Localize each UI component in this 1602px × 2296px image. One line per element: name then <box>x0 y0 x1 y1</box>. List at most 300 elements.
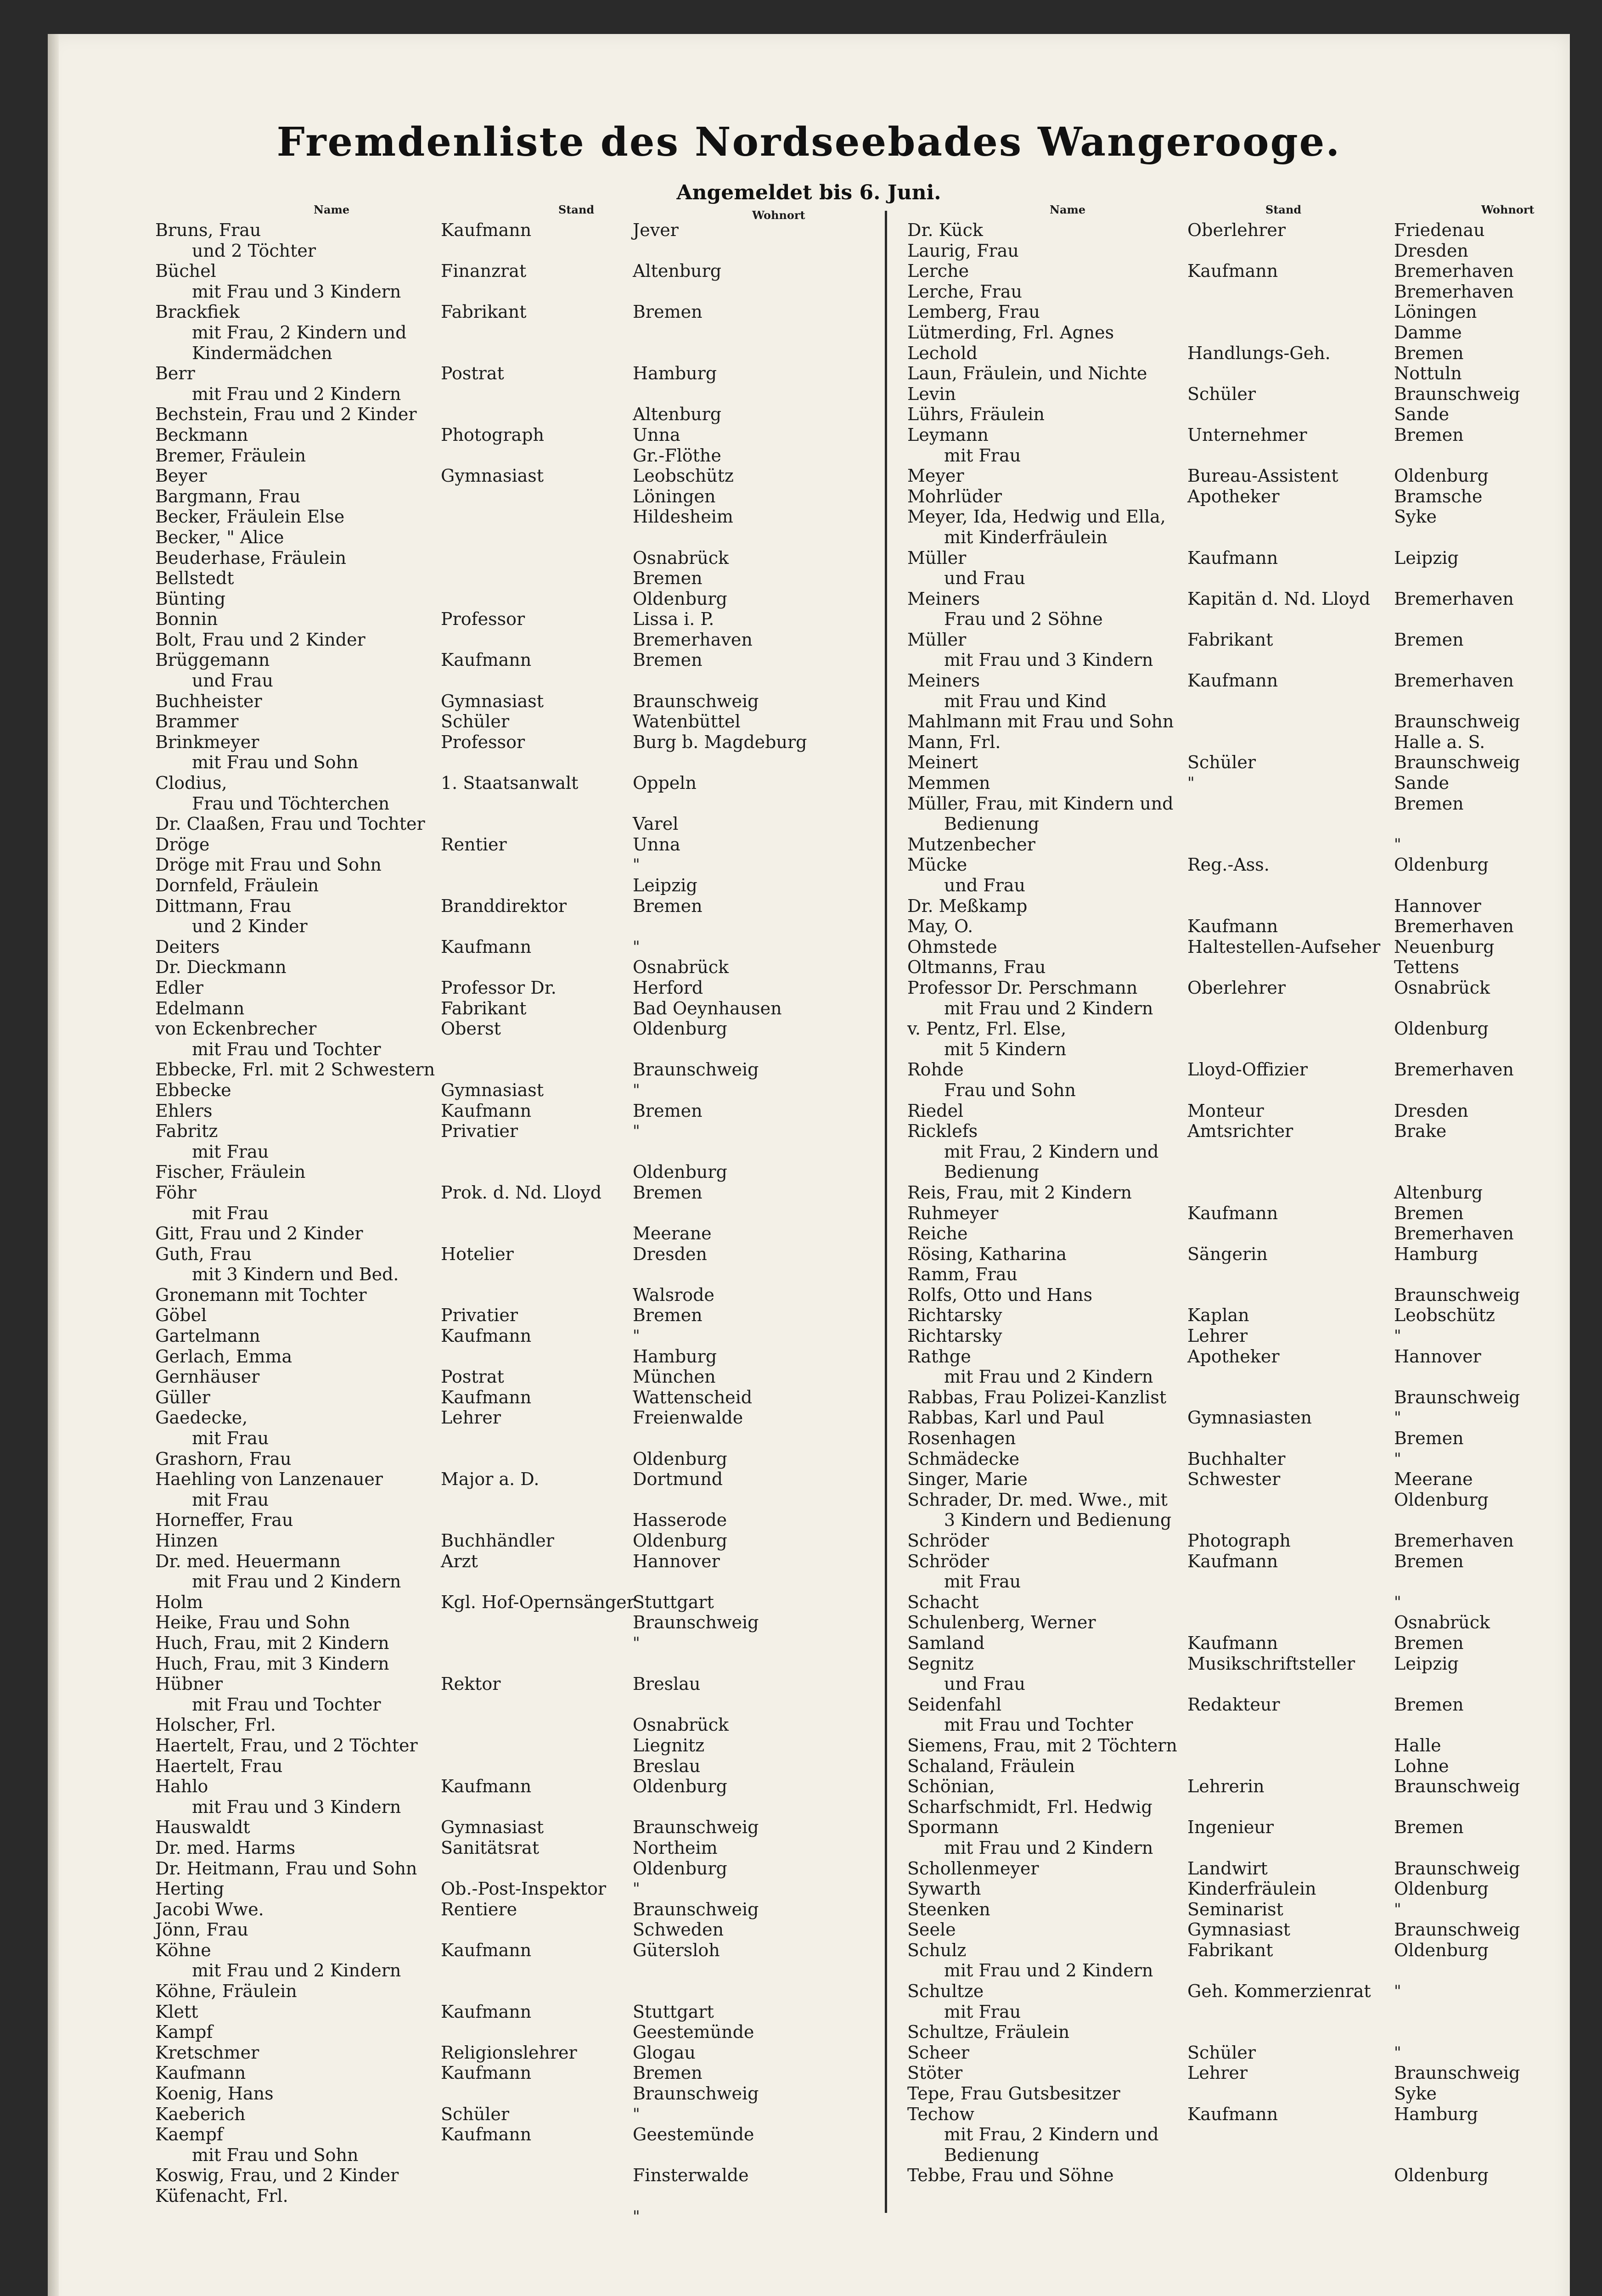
guest-name: Seidenfahl <box>907 1694 1002 1715</box>
guest-entry <box>155 650 876 670</box>
guest-occupation: Schüler <box>1187 752 1256 773</box>
guest-entry <box>907 1797 1550 1818</box>
guest-occupation: Religionslehrer <box>441 2042 577 2063</box>
guest-name: mit Frau und 3 Kindern <box>192 1796 401 1817</box>
guest-name: Brackfiek <box>155 302 240 322</box>
guest-name: Dr. Heitmann, Frau und Sohn <box>155 1858 417 1879</box>
guest-hometown: Bremen <box>1394 629 1464 650</box>
guest-entry <box>155 527 876 548</box>
guest-hometown: Lissa i. P. <box>633 609 714 630</box>
guest-entry <box>907 589 1550 609</box>
guest-entry <box>907 691 1550 712</box>
guest-name: Laurig, Frau <box>907 240 1019 261</box>
guest-entry <box>155 752 876 773</box>
guest-name: Huch, Frau, mit 3 Kindern <box>155 1653 389 1674</box>
left-guest-list <box>155 220 876 2227</box>
guest-entry <box>155 1367 876 1387</box>
guest-hometown: Bremen <box>1394 1817 1464 1838</box>
guest-name: und Frau <box>944 568 1026 589</box>
guest-entry <box>907 2083 1550 2104</box>
guest-occupation: Lehrer <box>1187 2063 1248 2083</box>
guest-entry <box>155 1490 876 1510</box>
guest-occupation: Arzt <box>441 1551 478 1571</box>
guest-occupation: Rentier <box>441 834 507 855</box>
guest-occupation: Seminarist <box>1187 1899 1283 1919</box>
guest-name: Dittmann, Frau <box>155 895 292 916</box>
guest-name: Bruns, Frau <box>155 220 261 240</box>
guest-entry <box>155 1612 876 1633</box>
guest-entry <box>155 241 876 261</box>
guest-hometown: Lohne <box>1394 1756 1449 1776</box>
guest-name: Ramm, Frau <box>907 1264 1018 1285</box>
guest-hometown: Braunschweig <box>633 1612 759 1633</box>
guest-name: Lerche, Frau <box>907 281 1022 302</box>
guest-name: mit Frau <box>192 1489 269 1510</box>
guest-hometown: Meerane <box>633 1223 712 1244</box>
guest-name: mit Frau und 3 Kindern <box>192 281 401 302</box>
header-stand: Stand <box>1265 203 1302 216</box>
guest-hometown: Hannover <box>633 1551 720 1571</box>
guest-entry <box>907 363 1550 384</box>
guest-name: Hinzen <box>155 1531 218 1551</box>
guest-hometown: Halle <box>1394 1735 1441 1756</box>
guest-entry <box>907 2104 1550 2125</box>
guest-hometown: " <box>1394 2043 1401 2062</box>
guest-entry <box>155 1858 876 1879</box>
guest-entry <box>155 404 876 425</box>
guest-name: Kretschmer <box>155 2042 259 2063</box>
guest-entry <box>907 1735 1550 1756</box>
guest-occupation: Prok. d. Nd. Lloyd <box>441 1182 602 1203</box>
guest-occupation: Kaufmann <box>441 2001 532 2022</box>
guest-occupation: Kaufmann <box>441 1776 532 1797</box>
guest-hometown: Löningen <box>1394 302 1477 322</box>
guest-name: Edelmann <box>155 998 245 1019</box>
guest-entry <box>155 1838 876 1858</box>
guest-name: mit 5 Kindern <box>944 1039 1067 1059</box>
guest-occupation: Professor <box>441 732 525 752</box>
guest-name: Föhr <box>155 1182 197 1203</box>
guest-entry <box>907 1940 1550 1961</box>
left-column-header <box>155 199 876 220</box>
guest-hometown: Watenbüttel <box>633 711 741 732</box>
guest-name: mit 3 Kindern und Bed. <box>192 1264 399 1285</box>
guest-name: 3 Kindern und Bedienung <box>944 1510 1172 1531</box>
guest-name: Schulz <box>907 1940 967 1960</box>
guest-hometown: Syke <box>1394 506 1437 527</box>
guest-entry <box>155 384 876 405</box>
guest-occupation: Finanzrat <box>441 261 527 281</box>
guest-name: Schacht <box>907 1592 979 1612</box>
guest-hometown: Braunschweig <box>1394 752 1520 773</box>
guest-name: Brinkmeyer <box>155 732 259 752</box>
guest-entry <box>907 875 1550 896</box>
guest-entry <box>907 2145 1550 2166</box>
guest-occupation: Kaufmann <box>441 1387 532 1407</box>
guest-entry <box>155 711 876 732</box>
guest-occupation: Gymnasiast <box>441 691 544 711</box>
guest-entry <box>907 527 1550 548</box>
guest-hometown: Unna <box>633 834 680 855</box>
guest-hometown: Walsrode <box>633 1284 714 1305</box>
guest-name: Rabbas, Karl und Paul <box>907 1407 1105 1428</box>
guest-hometown: Altenburg <box>633 261 722 281</box>
guest-entry <box>907 896 1550 917</box>
guest-entry <box>907 241 1550 261</box>
guest-entry <box>155 261 876 281</box>
guest-name: Beuderhase, Fräulein <box>155 547 347 568</box>
guest-name: Spormann <box>907 1817 999 1838</box>
guest-occupation: Schüler <box>441 2104 510 2124</box>
guest-entry <box>155 2104 876 2125</box>
guest-name: Köhne <box>155 1940 211 1960</box>
guest-hometown: Varel <box>633 814 679 834</box>
guest-name: Reis, Frau, mit 2 Kindern <box>907 1182 1132 1203</box>
guest-hometown: " <box>633 2207 640 2226</box>
guest-hometown: Braunschweig <box>633 691 759 711</box>
guest-entry <box>155 1510 876 1531</box>
guest-entry <box>907 1858 1550 1879</box>
guest-entry <box>155 1817 876 1838</box>
guest-occupation: Oberlehrer <box>1187 977 1286 998</box>
guest-name: Bedienung <box>944 2144 1040 2165</box>
guest-entry <box>907 445 1550 466</box>
guest-name: Horneffer, Frau <box>155 1510 293 1531</box>
guest-entry <box>907 1899 1550 1920</box>
guest-name: Beckmann <box>155 424 248 445</box>
guest-name: Meyer, Ida, Hedwig und Ella, <box>907 506 1166 527</box>
guest-entry <box>907 834 1550 855</box>
guest-name: Kindermädchen <box>192 343 332 363</box>
guest-entry <box>907 1960 1550 1981</box>
guest-name: Fabritz <box>155 1121 218 1142</box>
guest-name: Rohde <box>907 1059 964 1080</box>
guest-name: May, O. <box>907 916 973 937</box>
guest-hometown: Hamburg <box>633 363 717 384</box>
guest-hometown: Braunschweig <box>633 1817 759 1838</box>
guest-name: Bonnin <box>155 609 218 630</box>
guest-name: mit Frau und Tochter <box>944 1715 1133 1735</box>
guest-hometown: Braunschweig <box>633 2083 759 2104</box>
guest-hometown: Gr.-Flöthe <box>633 445 721 466</box>
guest-hometown: Braunschweig <box>1394 1919 1520 1940</box>
guest-name: Lechold <box>907 343 978 363</box>
guest-occupation: Kinderfräulein <box>1187 1879 1316 1899</box>
guest-name: Brüggemann <box>155 650 270 670</box>
guest-entry <box>907 773 1550 793</box>
guest-entry <box>907 1162 1550 1182</box>
guest-entry <box>155 1940 876 1961</box>
guest-name: Guth, Frau <box>155 1244 252 1264</box>
guest-hometown: Hamburg <box>633 1346 717 1367</box>
guest-occupation: 1. Staatsanwalt <box>441 773 579 793</box>
guest-entry <box>155 1264 876 1285</box>
guest-entry <box>155 609 876 630</box>
guest-entry <box>155 1101 876 1121</box>
guest-hometown: Bremen <box>1394 1694 1464 1715</box>
guest-name: Frau und Töchterchen <box>192 793 390 814</box>
guest-hometown: Oldenburg <box>1394 1019 1489 1039</box>
guest-name: mit Frau <box>192 1428 269 1449</box>
guest-entry <box>907 916 1550 937</box>
guest-entry <box>907 1592 1550 1613</box>
guest-name: Schollenmeyer <box>907 1858 1039 1879</box>
guest-name: Gitt, Frau und 2 Kinder <box>155 1223 363 1244</box>
guest-name: Schulenberg, Werner <box>907 1612 1096 1633</box>
guest-occupation: Musikschriftsteller <box>1187 1653 1355 1674</box>
newspaper-page <box>48 34 1570 2296</box>
guest-hometown: Friedenau <box>1394 220 1485 240</box>
guest-entry <box>907 814 1550 834</box>
guest-entry <box>155 732 876 753</box>
guest-hometown: Leipzig <box>1394 547 1459 568</box>
guest-entry <box>907 1305 1550 1326</box>
guest-occupation: Haltestellen-Aufseher <box>1187 936 1381 957</box>
guest-hometown: Syke <box>1394 2083 1437 2104</box>
guest-occupation: Kaufmann <box>1187 2104 1278 2124</box>
guest-name: mit Frau und 2 Kindern <box>944 1837 1153 1858</box>
guest-name: Klett <box>155 2001 198 2022</box>
guest-entry <box>155 896 876 917</box>
guest-name: Meiners <box>907 588 980 609</box>
guest-name: Dr. med. Heuermann <box>155 1551 341 1571</box>
guest-entry <box>907 855 1550 875</box>
guest-hometown: Herford <box>633 977 703 998</box>
guest-entry <box>155 773 876 793</box>
guest-occupation: Photograph <box>1187 1531 1291 1551</box>
guest-entry <box>155 1735 876 1756</box>
guest-name: Müller, Frau, mit Kindern und <box>907 793 1174 814</box>
guest-name: Bellstedt <box>155 568 234 589</box>
guest-hometown: Oldenburg <box>633 1776 727 1797</box>
guest-name: mit Frau und 2 Kindern <box>944 1367 1153 1387</box>
guest-name: Richtarsky <box>907 1326 1002 1346</box>
guest-entry <box>155 875 876 896</box>
guest-name: Mutzenbecher <box>907 834 1035 855</box>
guest-entry <box>155 322 876 343</box>
guest-hometown: Sande <box>1394 404 1449 425</box>
guest-occupation: Oberlehrer <box>1187 220 1286 240</box>
guest-hometown: Stuttgart <box>633 1592 714 1612</box>
guest-hometown: " <box>633 1080 640 1099</box>
guest-entry <box>907 1776 1550 1797</box>
guest-name: Richtarsky <box>907 1305 1002 1326</box>
guest-occupation: Professor <box>441 609 525 630</box>
guest-hometown: Freienwalde <box>633 1407 743 1428</box>
guest-hometown: Bremen <box>1394 343 1464 363</box>
left-column <box>155 199 876 2227</box>
guest-hometown: Bremen <box>633 895 703 916</box>
guest-name: und Frau <box>192 670 274 691</box>
guest-name: Sywarth <box>907 1879 981 1899</box>
guest-occupation: Buchhalter <box>1187 1448 1286 1469</box>
guest-occupation: Rentiere <box>441 1899 517 1919</box>
guest-occupation: Kaufmann <box>441 936 532 957</box>
guest-name: Meiners <box>907 670 980 691</box>
guest-occupation: Hotelier <box>441 1244 514 1264</box>
guest-name: Holscher, Frl. <box>155 1715 276 1735</box>
header-name: Name <box>1050 203 1086 216</box>
guest-entry <box>155 1960 876 1981</box>
guest-name: Becker, " Alice <box>155 527 284 547</box>
guest-entry <box>155 486 876 507</box>
guest-name: mit Frau, 2 Kindern und <box>192 322 407 343</box>
guest-hometown: Burg b. Magdeburg <box>633 732 807 752</box>
guest-name: Grashorn, Frau <box>155 1448 292 1469</box>
guest-occupation: Ob.-Post-Inspektor <box>441 1879 607 1899</box>
guest-entry <box>155 1039 876 1060</box>
guest-name: Rosenhagen <box>907 1428 1016 1449</box>
guest-name: Steenken <box>907 1899 990 1919</box>
guest-name: Ruhmeyer <box>907 1203 999 1223</box>
guest-hometown: Bremerhaven <box>1394 588 1514 609</box>
guest-name: mit Frau, 2 Kindern und <box>944 2124 1159 2145</box>
guest-name: Beyer <box>155 466 207 486</box>
guest-name: Kaempf <box>155 2124 223 2145</box>
guest-entry <box>907 609 1550 630</box>
guest-entry <box>907 1879 1550 1899</box>
guest-name: Ehlers <box>155 1100 213 1121</box>
guest-name: Reiche <box>907 1223 968 1244</box>
guest-entry <box>155 1899 876 1920</box>
guest-entry <box>155 1223 876 1244</box>
right-column <box>907 199 1550 2186</box>
guest-name: Holm <box>155 1592 203 1612</box>
guest-hometown: Oldenburg <box>633 1858 727 1879</box>
guest-hometown: Braunschweig <box>633 1899 759 1919</box>
guest-entry <box>907 2002 1550 2022</box>
guest-name: Jönn, Frau <box>155 1919 248 1940</box>
guest-entry <box>907 1387 1550 1408</box>
guest-name: Frau und Sohn <box>944 1080 1076 1100</box>
guest-entry <box>155 281 876 302</box>
guest-entry <box>155 343 876 364</box>
guest-hometown: " <box>1394 1327 1401 1345</box>
guest-occupation: Unternehmer <box>1187 424 1307 445</box>
guest-entry <box>907 1039 1550 1060</box>
guest-occupation: Geh. Kommerzienrat <box>1187 1981 1371 2002</box>
guest-name: Meyer <box>907 466 964 486</box>
guest-hometown: Dresden <box>1394 240 1468 261</box>
guest-name: Gernhäuser <box>155 1367 260 1387</box>
guest-occupation: Privatier <box>441 1305 518 1326</box>
guest-entry <box>155 1654 876 1674</box>
guest-entry <box>155 506 876 527</box>
guest-hometown: Schweden <box>633 1919 724 1940</box>
guest-name: Laun, Fräulein, und Nichte <box>907 363 1147 384</box>
guest-name: Leymann <box>907 424 989 445</box>
guest-name: v. Pentz, Frl. Else, <box>907 1019 1067 1039</box>
guest-entry <box>907 711 1550 732</box>
guest-hometown: Braunschweig <box>1394 1858 1520 1879</box>
guest-entry <box>155 1776 876 1797</box>
guest-entry <box>155 2043 876 2063</box>
guest-hometown: Stuttgart <box>633 2001 714 2022</box>
guest-occupation: Kaplan <box>1187 1305 1249 1326</box>
guest-name: Lemberg, Frau <box>907 302 1040 322</box>
guest-entry <box>907 1142 1550 1162</box>
guest-name: und Frau <box>944 875 1026 895</box>
guest-hometown: " <box>1394 1982 1401 2001</box>
guest-occupation: Schüler <box>441 711 510 732</box>
guest-name: mit Frau und 3 Kindern <box>944 650 1153 670</box>
guest-entry <box>907 650 1550 670</box>
guest-name: Bremer, Fräulein <box>155 445 306 466</box>
guest-occupation: Kaufmann <box>1187 916 1278 937</box>
guest-occupation: Fabrikant <box>1187 1940 1273 1960</box>
guest-entry <box>907 2022 1550 2043</box>
guest-hometown: Altenburg <box>633 404 722 425</box>
guest-occupation: Kaufmann <box>441 2124 532 2145</box>
guest-hometown: Bremerhaven <box>1394 916 1514 937</box>
guest-entry <box>907 957 1550 978</box>
guest-entry <box>155 1715 876 1735</box>
guest-occupation: Kaufmann <box>441 1940 532 1960</box>
guest-hometown: Neuenburg <box>1394 936 1495 957</box>
guest-hometown: Bremen <box>633 1100 703 1121</box>
guest-entry <box>155 2002 876 2022</box>
guest-hometown: " <box>633 855 640 874</box>
guest-name: mit Frau und Sohn <box>192 752 359 773</box>
guest-entry <box>155 1797 876 1818</box>
guest-name: Schönian, <box>907 1776 995 1797</box>
guest-occupation: Lehrer <box>1187 1326 1248 1346</box>
guest-entry <box>907 1981 1550 2002</box>
guest-hometown: Oldenburg <box>633 1162 727 1182</box>
guest-entry <box>907 1633 1550 1654</box>
guest-name: Heike, Frau und Sohn <box>155 1612 350 1633</box>
guest-hometown: Gütersloh <box>633 1940 720 1960</box>
guest-occupation: Kaufmann <box>1187 1203 1278 1223</box>
guest-hometown: Sande <box>1394 773 1449 793</box>
guest-entry <box>155 814 876 834</box>
guest-entry <box>155 1203 876 1224</box>
guest-entry <box>155 1674 876 1694</box>
guest-name: von Eckenbrecher <box>155 1019 317 1039</box>
guest-name: Samland <box>907 1632 985 1653</box>
guest-entry <box>907 998 1550 1019</box>
guest-hometown: Meerane <box>1394 1469 1473 1490</box>
guest-hometown: Hamburg <box>1394 2104 1478 2124</box>
guest-entry <box>907 1264 1550 1285</box>
guest-occupation: Major a. D. <box>441 1469 540 1490</box>
guest-name: mit Frau und 2 Kindern <box>192 383 401 404</box>
guest-hometown: Bremerhaven <box>1394 1223 1514 1244</box>
guest-name: Edler <box>155 977 203 998</box>
guest-occupation: Fabrikant <box>1187 629 1273 650</box>
guest-entry <box>155 1919 876 1940</box>
guest-name: mit Frau und 2 Kindern <box>192 1571 401 1592</box>
guest-name: und 2 Töchter <box>192 240 316 261</box>
guest-entry <box>155 2206 876 2227</box>
guest-name: mit Frau und 2 Kindern <box>944 998 1153 1019</box>
guest-occupation: Kaufmann <box>1187 547 1278 568</box>
guest-name: Gerlach, Emma <box>155 1346 292 1367</box>
guest-name: Techow <box>907 2104 975 2124</box>
guest-name: Küfenacht, Frl. <box>155 2186 288 2206</box>
guest-hometown: " <box>633 1327 640 1345</box>
guest-hometown: Oldenburg <box>1394 1489 1489 1510</box>
guest-name: Ebbecke <box>155 1080 231 1100</box>
guest-entry <box>155 1121 876 1142</box>
guest-entry <box>907 1244 1550 1265</box>
guest-name: Schaland, Fräulein <box>907 1756 1075 1776</box>
guest-name: Kaufmann <box>155 2063 246 2083</box>
guest-name: Lührs, Fräulein <box>907 404 1045 425</box>
guest-name: Schröder <box>907 1551 989 1571</box>
guest-hometown: Braunschweig <box>1394 1284 1520 1305</box>
guest-occupation: Postrat <box>441 1367 504 1387</box>
